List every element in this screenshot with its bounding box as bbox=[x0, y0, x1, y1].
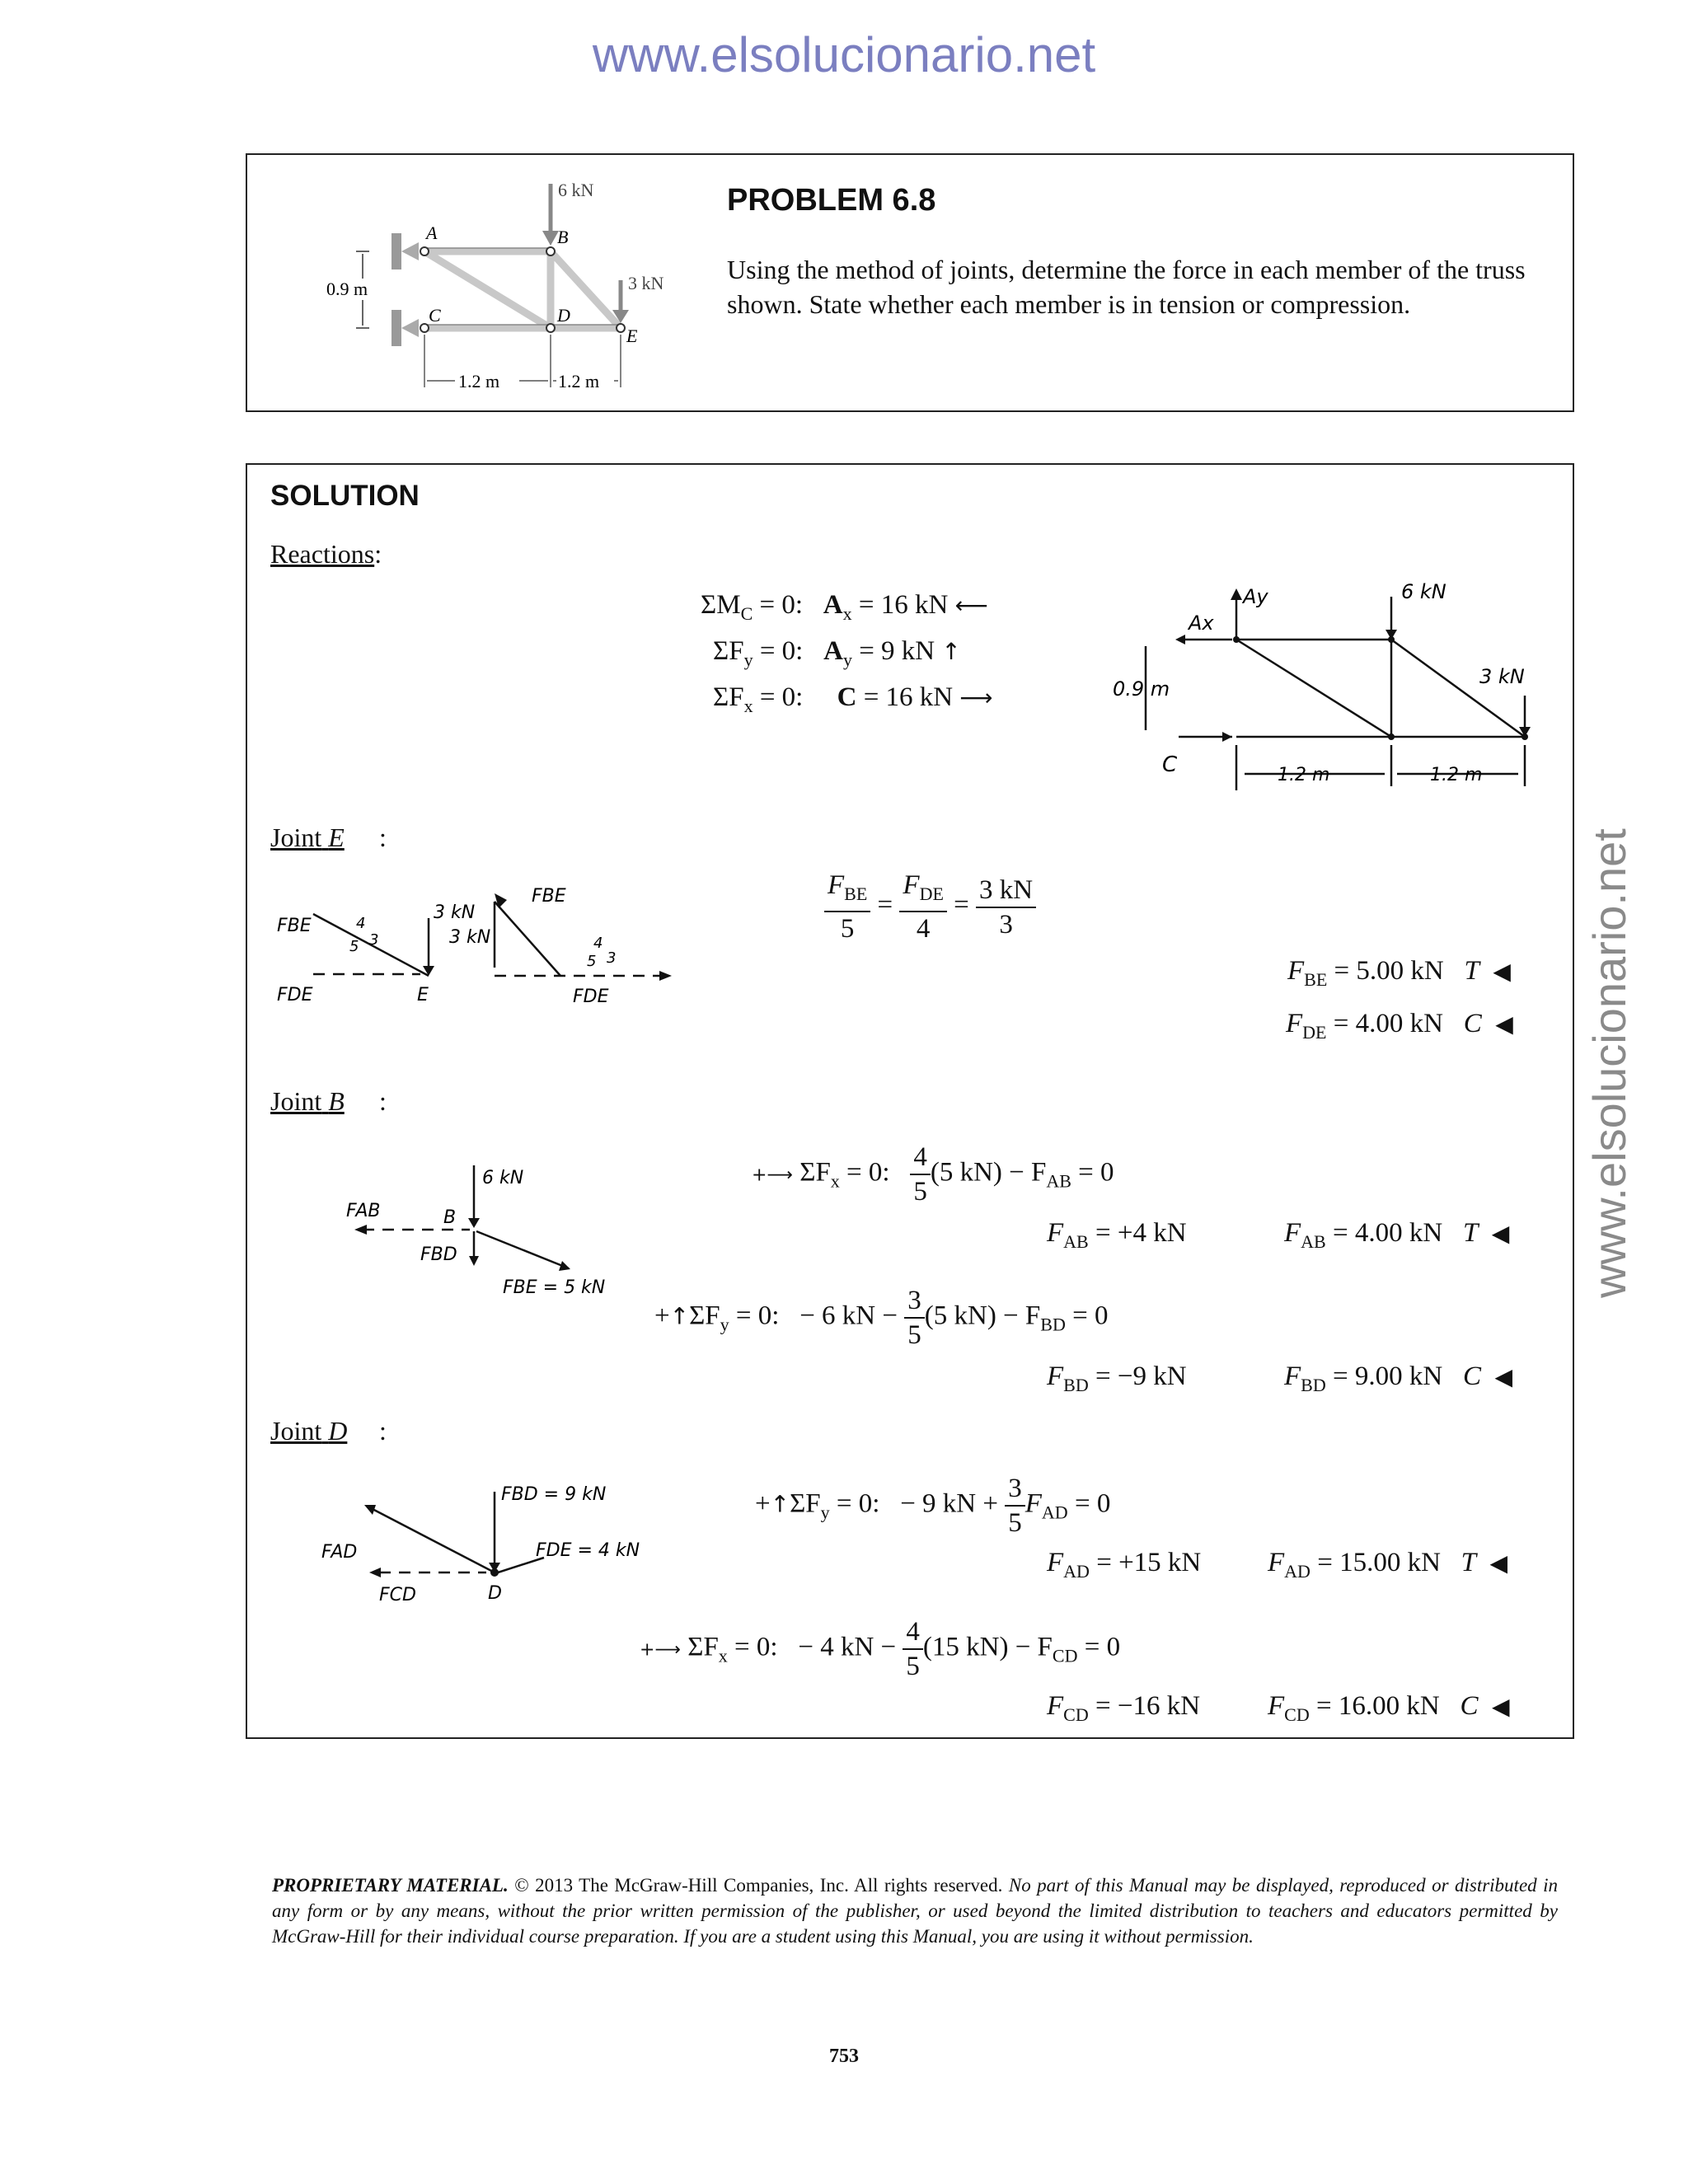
fbd-e-joint: E bbox=[417, 985, 429, 1005]
watermark-top: www.elsolucionario.net bbox=[592, 27, 1096, 82]
joint-b-int-fbd: $F_{BD} = -9$ kN bbox=[1047, 1361, 1187, 1395]
result-fad: $F_{AD} = 15.00$ kN T ◀ bbox=[1268, 1548, 1508, 1582]
fbd-e-tri-n5: 5 bbox=[587, 953, 597, 970]
joint-d-eq-fx: +⟶ $\Sigma F_x = 0$: − 4 kN − $\frac{4}{5}$ (15 $kN) - F_{CD} = 0$ bbox=[640, 1617, 1121, 1681]
fbd-d-fde: FDE = 4 kN bbox=[536, 1540, 640, 1561]
joint-e-label: Joint E bbox=[270, 823, 345, 852]
fbd-e-tri-load: 3 kN bbox=[449, 927, 491, 948]
joint-b-label: Joint B bbox=[270, 1086, 345, 1116]
result-fab: $F_{AB} = 4.00$ kN T ◀ bbox=[1284, 1218, 1510, 1252]
joint-b-eq-fy: $+↑\Sigma F_y = 0$: − 6 kN − $\frac{3}{5}$ (5 $kN) - F_{BD} = 0$ bbox=[654, 1286, 1109, 1350]
fbd-e-fbe: FBE bbox=[277, 916, 312, 936]
joint-d-int-fad: $F_{AD} = +15$ kN bbox=[1047, 1548, 1202, 1582]
fbd-b-fbe: FBE = 5 kN bbox=[503, 1277, 606, 1297]
sketch-c: C bbox=[1162, 752, 1178, 777]
fbd-b-load: 6 kN bbox=[482, 1168, 524, 1188]
fbd-e-tri-n4: 4 bbox=[593, 935, 603, 952]
result-fcd: $F_{CD} = 16.00$ kN C ◀ bbox=[1268, 1691, 1510, 1725]
fbd-b-joint: B bbox=[443, 1207, 457, 1228]
sketch-load-e: 3 kN bbox=[1479, 665, 1525, 688]
fbd-b-fab: FAB bbox=[346, 1201, 381, 1221]
fbd-e-n4: 4 bbox=[356, 915, 366, 932]
fig-span-1: 1.2 m bbox=[458, 371, 500, 391]
fbd-e-n5: 5 bbox=[349, 938, 359, 955]
result-fbe: $F_{BE} = 5.00$ kN T ◀ bbox=[1287, 956, 1511, 990]
problem-box bbox=[246, 153, 1574, 412]
page-number: 753 bbox=[829, 2046, 859, 2067]
joint-e-fbd bbox=[264, 877, 725, 1025]
problem-title: PROBLEM 6.8 bbox=[727, 183, 936, 218]
joint-d-fbd bbox=[297, 1475, 692, 1615]
joint-b-int-fab: $F_{AB} = +4$ kN bbox=[1047, 1218, 1187, 1252]
joint-d-int-fcd: $F_{CD} = -16$ kN bbox=[1047, 1691, 1201, 1725]
joint-e-ratio: $F_{BE}$ 5 = $F_{DE}$ 4 = $\frac{3 kN}{3}$ bbox=[824, 869, 1036, 945]
fig-load-b: 6 kN bbox=[558, 180, 594, 200]
fig-joint-b: B bbox=[557, 227, 569, 247]
sketch-ay: Ay bbox=[1243, 585, 1268, 608]
fbd-e-load: 3 kN bbox=[434, 902, 476, 923]
joint-b-eq-fx: +⟶ $\Sigma F_x = 0$: $\frac{4}{5}$ (5 $kN) - F_{AB} = 0$ bbox=[752, 1142, 1114, 1207]
fbd-d-fcd: FCD bbox=[379, 1585, 416, 1605]
reactions-sketch bbox=[1113, 580, 1541, 803]
fbd-e-tri-fde: FDE bbox=[573, 987, 609, 1007]
joint-d-eq-fy: $+↑\Sigma F_y = 0$: − 9 kN + $\frac{3}{5}$ $F_{AD} = 0$ bbox=[755, 1474, 1111, 1538]
solution-title: SOLUTION bbox=[270, 480, 420, 512]
watermark-side: www.elsolucionario.net bbox=[1583, 828, 1635, 1298]
reactions-label: Reactions: bbox=[270, 539, 382, 569]
reaction-eq-fx: $\Sigma F_x = 0$: C = 16 kN ⟶ bbox=[713, 682, 993, 716]
fbd-e-fde: FDE bbox=[277, 985, 313, 1005]
fig-joint-d: D bbox=[557, 305, 570, 326]
sketch-span-1: 1.2 m bbox=[1278, 765, 1330, 785]
result-fde: $F_{DE} = 4.00$ kN C ◀ bbox=[1286, 1009, 1513, 1043]
fig-joint-c: C bbox=[429, 305, 441, 326]
fbd-d-fbd: FBD = 9 kN bbox=[501, 1484, 607, 1505]
fbd-d-joint: D bbox=[488, 1583, 502, 1604]
fig-span-2: 1.2 m bbox=[558, 371, 600, 391]
fig-height: 0.9 m bbox=[326, 279, 368, 299]
sketch-height: 0.9 m bbox=[1113, 677, 1170, 701]
reaction-eq-fy: $\Sigma F_y = 0$: $A_y = 9$ kN ↑ bbox=[713, 636, 961, 670]
joint-b-fbd bbox=[330, 1141, 643, 1297]
fbd-e-n3: 3 bbox=[369, 931, 379, 949]
truss-figure bbox=[280, 163, 692, 402]
sketch-ax: Ax bbox=[1189, 612, 1214, 635]
fbd-e-tri-n3: 3 bbox=[607, 949, 617, 967]
fbd-e-tri-fbe: FBE bbox=[532, 886, 566, 907]
solution-box: SOLUTION Reactions: $\Sigma M_C = 0$: $A_x = 16$ kN ⟵ $\Sigma F_y = 0$: $A_y = 9$ kN ↑ $\Sigma F_x = 0$: C = 16 kN ⟶ Ay Ax 6 kN 3 kN 0.9 m 1.2 m 1.2 m C Joint E : FBE FDE 3 kN E 4 3 5 3 kN FBE FDE 4 3 5 $F_{BE}$ 5 = $F_{DE}$ 4 = $\frac{3 kN}{3}$ $F_{BE} = 5.00$ kN T ◀ $F_{DE} = 4.00$ kN C ◀ Joint B : FAB B 6 kN FBD FBE = 5 kN +⟶ $\Sigma F_x = 0$: $\frac{4}{5}$ (5 $kN) - F_{AB} = 0$ $F_{AB} = +4$ kN $F_{AB} = 4.00$ kN T ◀ $+↑\Sigma F_y = 0$: − 6 kN − $\frac{3}{5}$ (5 $kN) - F_{BD} = 0$ $F_{BD} = -9$ kN $F_{BD} = 9.00$ kN C ◀ Joint D : FAD FCD FBD = 9 kN FDE = 4 kN D $+↑\Sigma F_y = 0$: − 9 kN + $\frac{3}{5}$ $F_{AD} = 0$ $F_{AD} = +15$ kN $F_{AD} = 15.00$ kN T ◀ +⟶ $\Sigma F_x = 0$: − 4 kN − $\frac{4}{5}$ (15 $kN) - F_{CD} = 0$ $F_{CD} = -16$ kN $F_{CD} = 16.00$ kN C ◀ bbox=[246, 463, 1574, 1739]
reaction-eq-mc: $\Sigma M_C = 0$: $A_x = 16$ kN ⟵ bbox=[701, 590, 988, 624]
fbd-b-fbd: FBD bbox=[420, 1244, 457, 1265]
fig-load-e: 3 kN bbox=[628, 273, 664, 293]
fbd-d-fad: FAD bbox=[321, 1542, 358, 1563]
joint-d-label: Joint D bbox=[270, 1416, 348, 1446]
fig-joint-e: E bbox=[626, 326, 638, 346]
sketch-load-b: 6 kN bbox=[1401, 580, 1447, 603]
copyright-footer: PROPRIETARY MATERIAL. © 2013 The McGraw-Hill Companies, Inc. All rights reserved. No part of this Manual may be displayed, reproduced or distributed in any form or by any means, without the prior written permission of the publisher, or used beyond the limited distribution to teachers and educators permitted by McGraw-Hill for their individual course preparation. If you are a student using this Manual, you are using it without permission. bbox=[272, 1875, 1559, 1947]
problem-text: Using the method of joints, determine the force in each member of the truss shown. State whether each member is in tension or compression. bbox=[727, 255, 1526, 319]
result-fbd: $F_{BD} = 9.00$ kN C ◀ bbox=[1284, 1361, 1512, 1395]
sketch-span-2: 1.2 m bbox=[1430, 765, 1483, 785]
fig-joint-a: A bbox=[426, 223, 438, 243]
